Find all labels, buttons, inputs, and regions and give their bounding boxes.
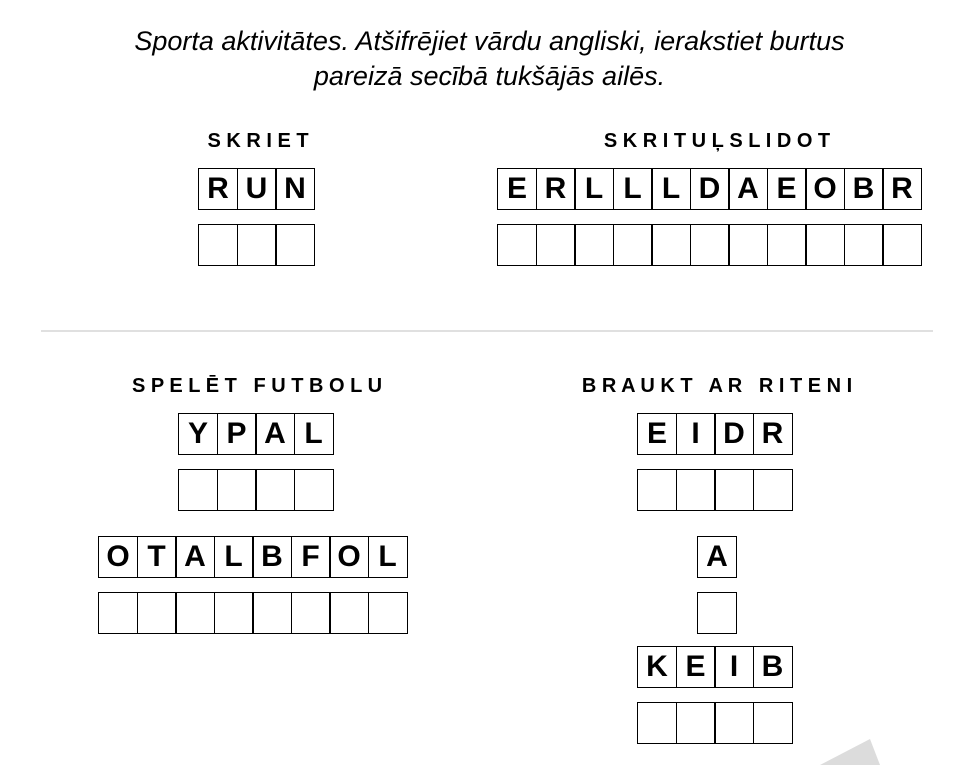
letter-cell: D [690, 168, 730, 210]
letter-cell: R [882, 168, 922, 210]
instruction-text [0, 24, 979, 94]
letter-cell: L [368, 536, 408, 578]
letter-cell: E [497, 168, 537, 210]
letter-cell: I [714, 646, 754, 688]
letter-cell: B [252, 536, 292, 578]
answer-cell[interactable] [676, 469, 716, 511]
scrambled-letters-rollerblade [497, 168, 922, 210]
answer-cell[interactable] [217, 469, 257, 511]
letter-cell: L [651, 168, 691, 210]
answer-cell[interactable] [690, 224, 730, 266]
answer-cell[interactable] [275, 224, 315, 266]
answer-cell[interactable] [252, 592, 292, 634]
heading-bike: B R A U K T A R R I T E N I [581, 375, 853, 397]
letter-cell: A [175, 536, 215, 578]
instruction-line-2: pareizā secībā tukšājās ailēs. [313, 61, 666, 91]
answer-cell[interactable] [198, 224, 238, 266]
letter-cell: O [805, 168, 845, 210]
answer-cell[interactable] [637, 702, 677, 744]
answer-row-bike [637, 702, 793, 744]
letter-cell: L [214, 536, 254, 578]
letter-cell: R [753, 413, 793, 455]
letter-cell: L [613, 168, 653, 210]
letter-cell: P [217, 413, 257, 455]
answer-row-ride [637, 469, 793, 511]
letter-cell: L [294, 413, 334, 455]
letter-cell: U [237, 168, 277, 210]
scrambled-letters-bike [637, 646, 793, 688]
answer-cell[interactable] [767, 224, 807, 266]
scrambled-letters-a [697, 536, 737, 578]
section-divider [41, 330, 933, 332]
answer-cell[interactable] [714, 469, 754, 511]
answer-cell[interactable] [497, 224, 537, 266]
answer-cell[interactable] [574, 224, 614, 266]
heading-run: S K R I E T [207, 130, 309, 152]
heading-rollerblade: S K R I T U Ļ S L I D O T [603, 130, 831, 152]
letter-cell: E [767, 168, 807, 210]
answer-cell[interactable] [805, 224, 845, 266]
letter-cell: D [714, 413, 754, 455]
answer-cell[interactable] [637, 469, 677, 511]
letter-cell: A [255, 413, 295, 455]
letter-cell: O [329, 536, 369, 578]
answer-cell[interactable] [98, 592, 138, 634]
scrambled-letters-run [198, 168, 315, 210]
answer-cell[interactable] [697, 592, 737, 634]
answer-cell[interactable] [613, 224, 653, 266]
answer-cell[interactable] [175, 592, 215, 634]
answer-row-a [697, 592, 737, 634]
scrambled-letters-play [178, 413, 334, 455]
answer-cell[interactable] [214, 592, 254, 634]
answer-cell[interactable] [676, 702, 716, 744]
letter-cell: E [637, 413, 677, 455]
answer-cell[interactable] [882, 224, 922, 266]
answer-cell[interactable] [291, 592, 331, 634]
answer-cell[interactable] [536, 224, 576, 266]
letter-cell: B [753, 646, 793, 688]
letter-cell: E [676, 646, 716, 688]
scrambled-letters-ride [637, 413, 793, 455]
answer-cell[interactable] [294, 469, 334, 511]
answer-cell[interactable] [753, 469, 793, 511]
answer-cell[interactable] [651, 224, 691, 266]
answer-cell[interactable] [728, 224, 768, 266]
letter-cell: R [536, 168, 576, 210]
letter-cell: Y [178, 413, 218, 455]
letter-cell: A [697, 536, 737, 578]
letter-cell: K [637, 646, 677, 688]
letter-cell: R [198, 168, 238, 210]
letter-cell: A [728, 168, 768, 210]
answer-cell[interactable] [237, 224, 277, 266]
answer-cell[interactable] [368, 592, 408, 634]
answer-cell[interactable] [255, 469, 295, 511]
answer-cell[interactable] [753, 702, 793, 744]
answer-cell[interactable] [844, 224, 884, 266]
letter-cell: F [291, 536, 331, 578]
letter-cell: L [574, 168, 614, 210]
letter-cell: N [275, 168, 315, 210]
answer-cell[interactable] [714, 702, 754, 744]
answer-cell[interactable] [137, 592, 177, 634]
answer-cell[interactable] [329, 592, 369, 634]
answer-row-play [178, 469, 334, 511]
answer-row-run [198, 224, 315, 266]
letter-cell: T [137, 536, 177, 578]
instruction-line-1: Sporta aktivitātes. Atšifrējiet vārdu angliski, ierakstiet burtus [134, 26, 845, 56]
answer-row-football [98, 592, 408, 634]
scrambled-letters-football [98, 536, 408, 578]
heading-football: S P E L Ē T F U T B O L U [131, 375, 383, 397]
letter-cell: O [98, 536, 138, 578]
letter-cell: B [844, 168, 884, 210]
answer-cell[interactable] [178, 469, 218, 511]
answer-row-rollerblade [497, 224, 922, 266]
letter-cell: I [676, 413, 716, 455]
